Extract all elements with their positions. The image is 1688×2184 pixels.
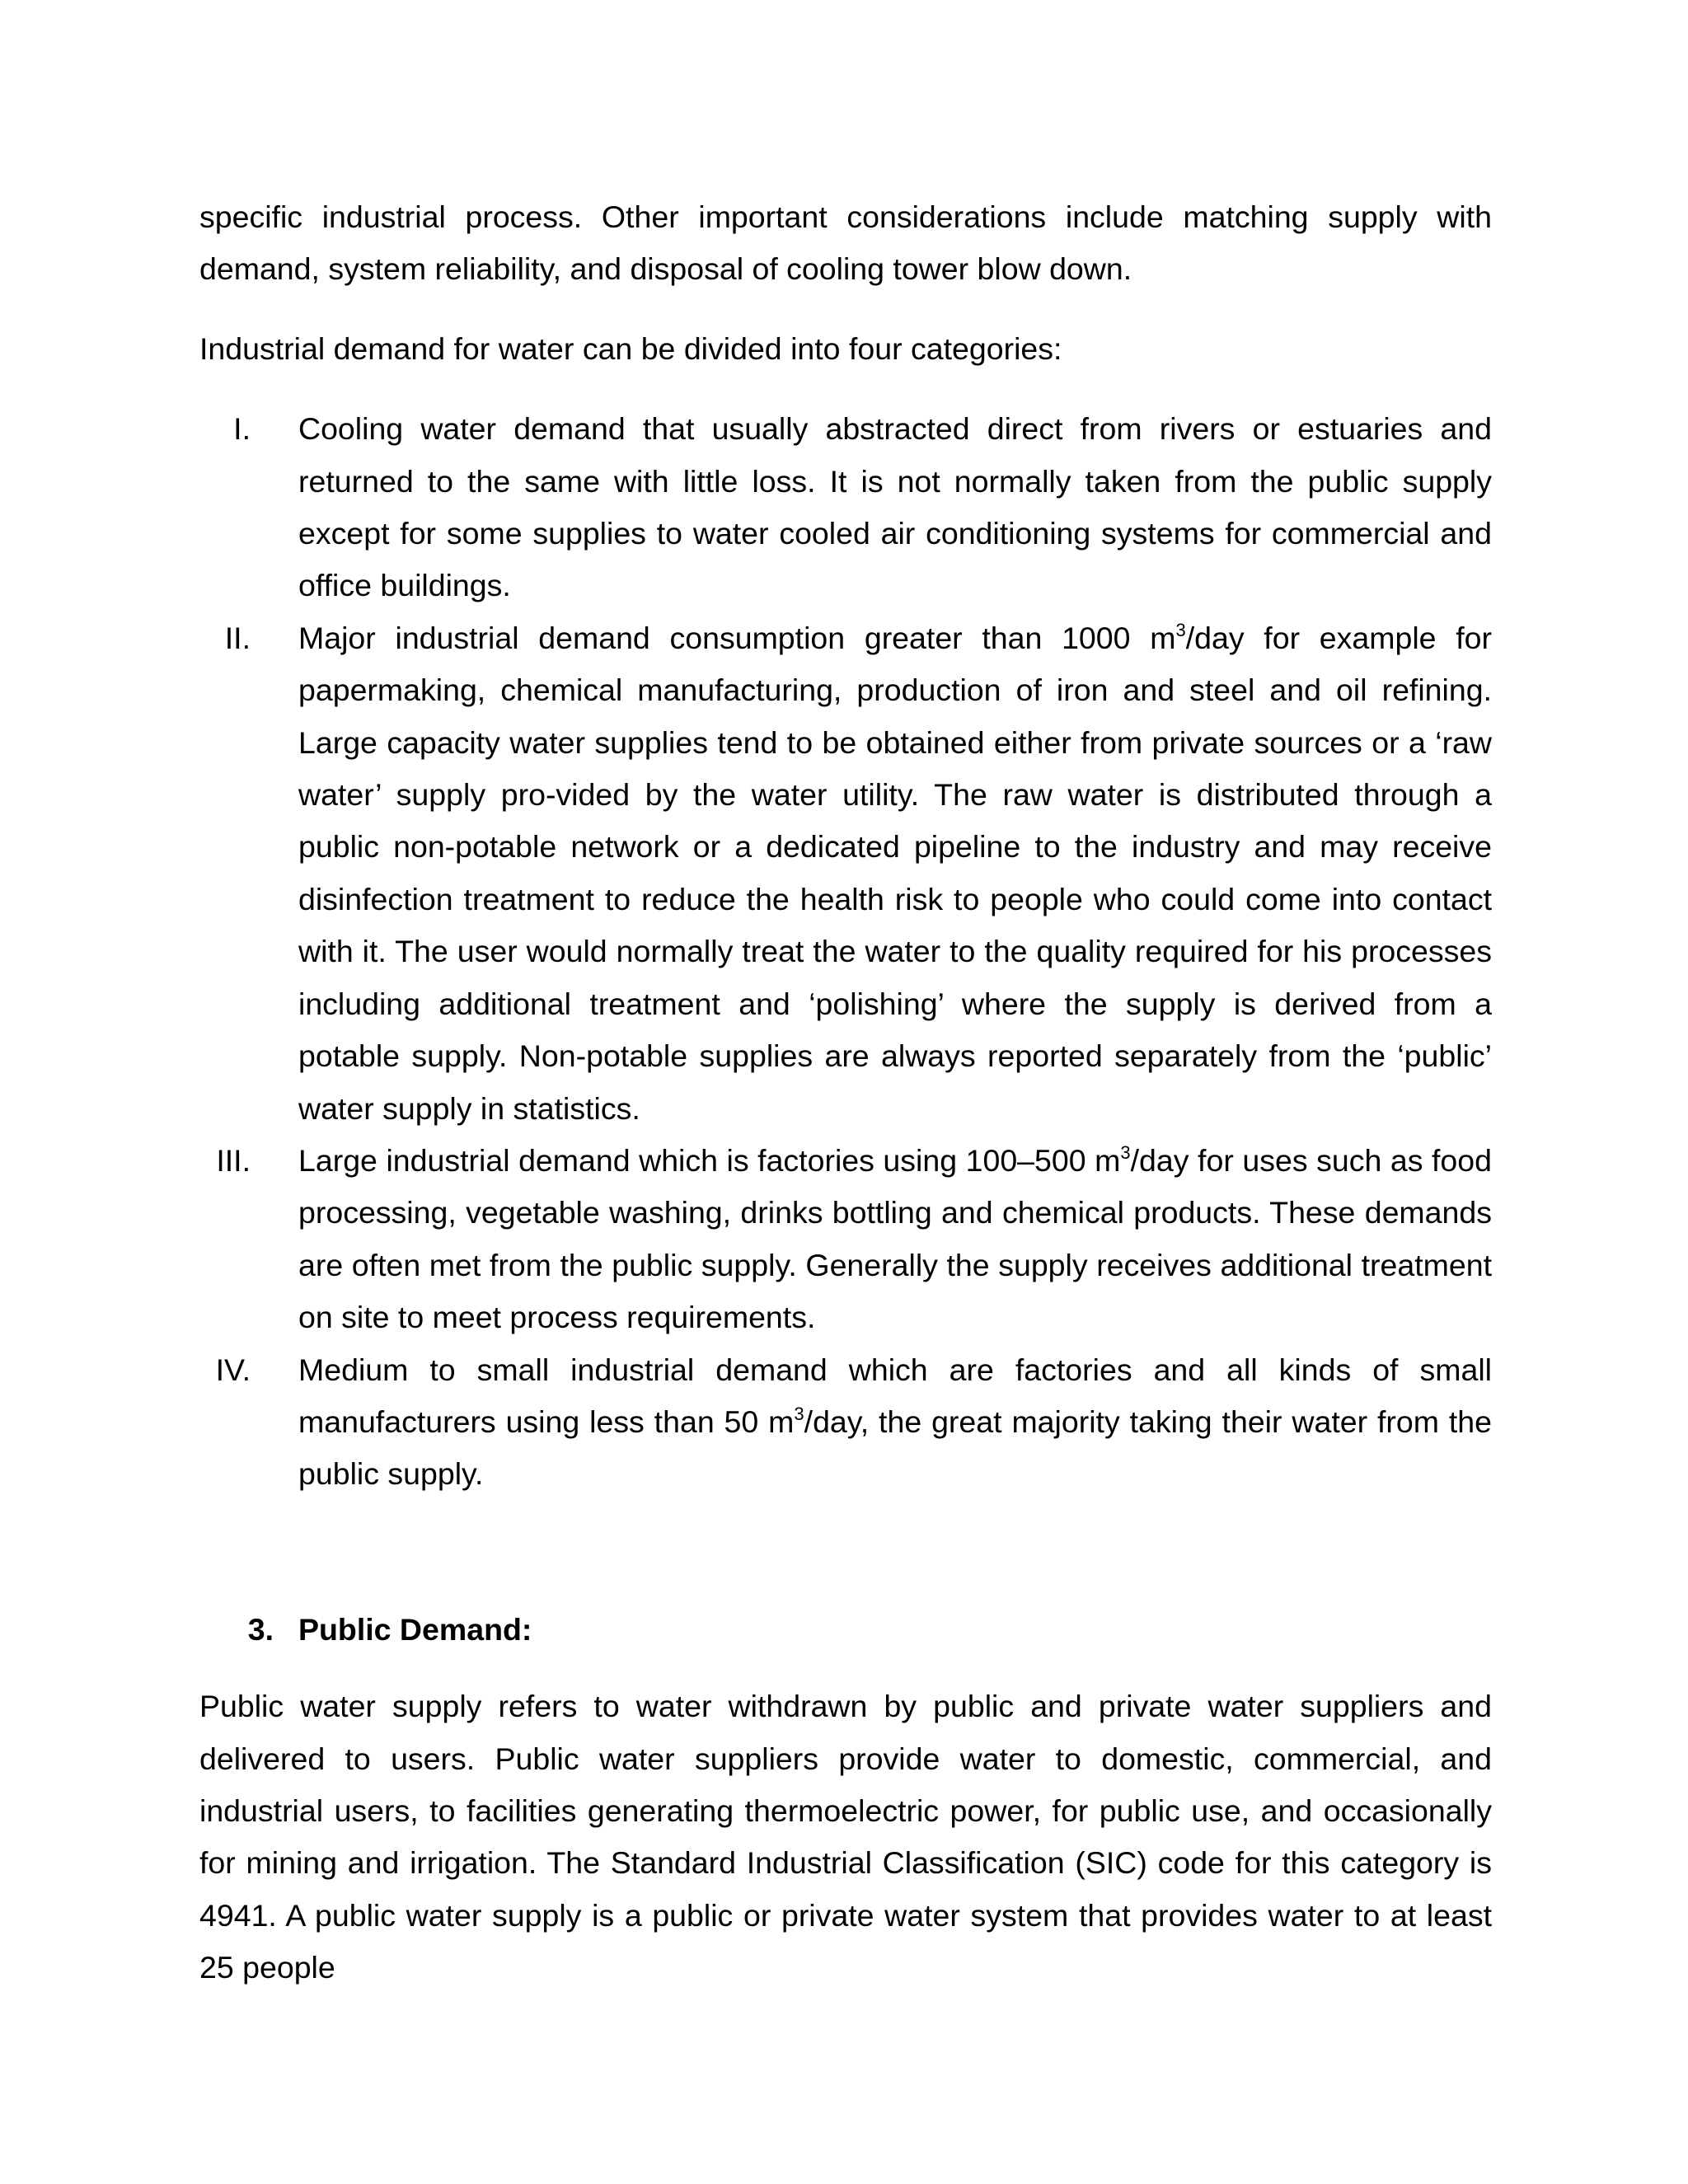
list-numeral: III. — [216, 1142, 251, 1178]
text-before-unit: Major industrial demand consumption greater than 1000 m — [298, 620, 1176, 655]
text-after-unit: /day for example for papermaking, chemical manufacturing, production of iron and steel and oil refining. Large capacity water supplies tend to be obtained either from private sources or a ‘raw water’ supply pro-vided by the water utility. The raw water is distributed through a public non-potable network or a dedicated pipeline to the industry and may receive disinfection treatment to reduce the health risk to people who could come into contact with it. The user would normally treat the water to the quality required for his processes including additional treatment and ‘polishing’ where the supply is derived from a potable supply. Non-potable supplies are always reported separately from the ‘public’ water supply in statistics. — [298, 620, 1492, 1126]
list-item — [199, 612, 1492, 1135]
text-after-unit: /day, the great majority taking their water from the public supply. — [298, 1404, 1492, 1492]
list-numeral: I. — [233, 411, 251, 447]
superscript: 3 — [794, 1403, 804, 1424]
list-item-text — [298, 1344, 1492, 1501]
text-after-unit: /day for uses such as food processing, vegetable washing, drinks bottling and chemical products. These demands are often met from the public supply. Generally the supply receives additional treatment on site to meet process requirements. — [298, 1142, 1492, 1335]
section-title: Public Demand: — [298, 1611, 532, 1647]
list-numeral: IV. — [215, 1352, 251, 1387]
list-item — [199, 1135, 1492, 1344]
superscript: 3 — [1120, 1141, 1131, 1163]
text-before-unit: Medium to small industrial demand which are factories and all kinds of small manufacturers using less than 50 m — [298, 1352, 1492, 1439]
intro-paragraph: Industrial demand for water can be divided into four categories: — [199, 330, 1062, 366]
list-item — [199, 1344, 1492, 1501]
demand-category-list — [199, 403, 1492, 1501]
section-number: 3. — [247, 1611, 274, 1647]
list-item-text — [298, 612, 1492, 1135]
continued-paragraph: specific industrial process. Other important considerations include matching supply with demand, system reliability, and disposal of cooling tower blow down. — [199, 199, 1492, 287]
public-demand-paragraph: Public water supply refers to water withdrawn by public and private water suppliers and delivered to users. Public water suppliers provide water to domestic, commercial, and industrial users, to facilities generating thermoelectric power, for public use, and occasionally for mining and irrigation. The Standard Industrial Classification (SIC) code for this category is 4941. A public water supply is a public or private water system that provides water to at least 25 people — [199, 1689, 1492, 1985]
list-numeral: II. — [224, 620, 251, 655]
list-item-text — [298, 1135, 1492, 1344]
list-item — [199, 403, 1492, 612]
superscript: 3 — [1175, 619, 1186, 640]
section-heading — [199, 1604, 1492, 1656]
list-item-text: Cooling water demand that usually abstracted direct from rivers or estuaries and returned to the same with little loss. It is not normally taken from the public supply except for some supplies to water cooled air conditioning systems for commercial and office buildings. — [298, 411, 1492, 603]
text-before-unit: Large industrial demand which is factories using 100–500 m — [298, 1142, 1121, 1178]
page-content — [199, 191, 1492, 1994]
